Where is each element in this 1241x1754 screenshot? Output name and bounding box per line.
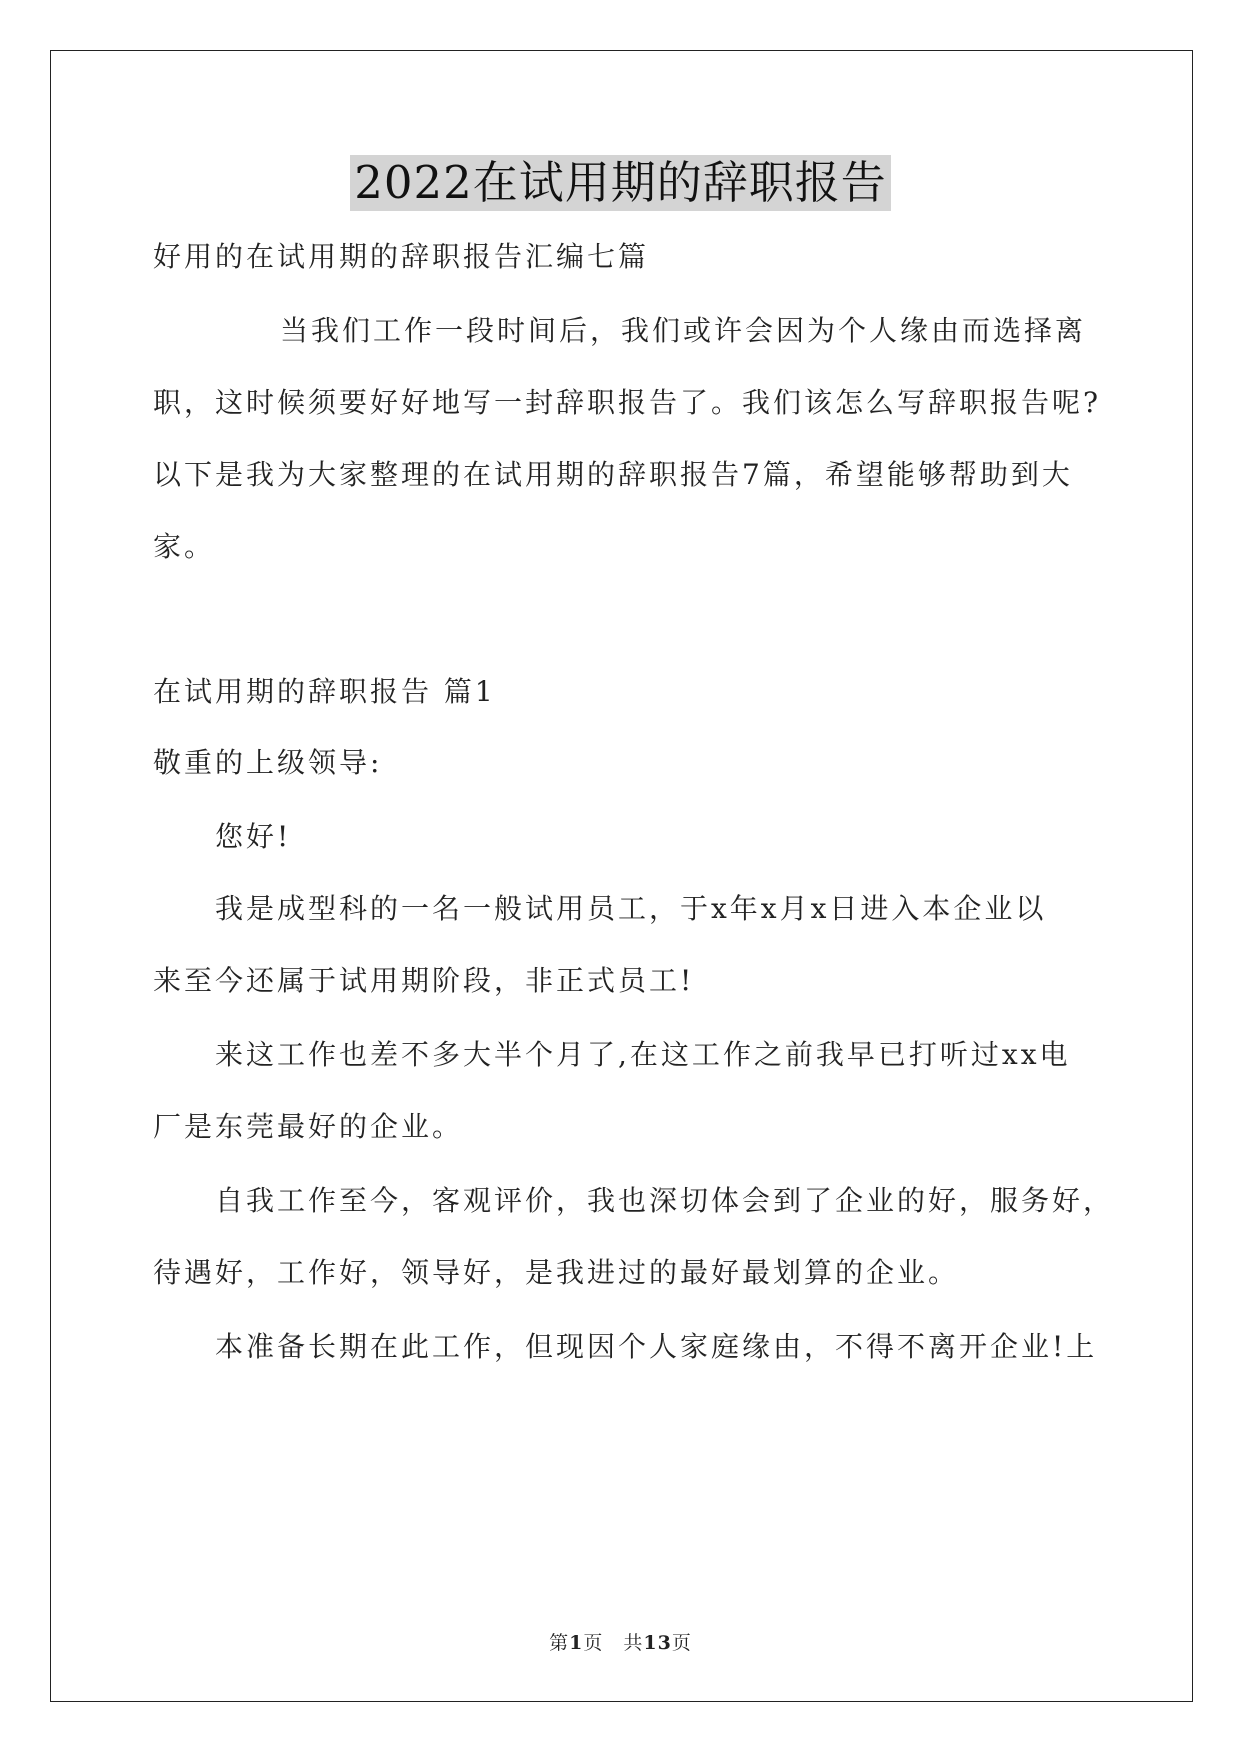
salutation: 敬重的上级领导:	[153, 746, 383, 779]
body-line: 以下是我为大家整理的在试用期的辞职报告7篇，希望能够帮助到大	[153, 458, 1073, 491]
body-line: 家。	[153, 530, 216, 563]
document-title: 2022在试用期的辞职报告	[350, 155, 891, 211]
footer-suffix: 页	[671, 1632, 692, 1654]
body-line: 厂是东莞最好的企业。	[153, 1110, 464, 1143]
page-border	[50, 50, 1193, 1702]
footer-prefix: 第	[549, 1632, 570, 1654]
subtitle-line: 好用的在试用期的辞职报告汇编七篇	[153, 240, 650, 273]
body-line: 我是成型科的一名一般试用员工，于x年x月x日进入本企业以	[215, 892, 1047, 925]
body-line: 来至今还属于试用期阶段，非正式员工!	[153, 964, 695, 997]
body-line: 来这工作也差不多大半个月了,在这工作之前我早已打听过xx电	[215, 1038, 1071, 1071]
title-container	[0, 155, 1241, 211]
body-line: 本准备长期在此工作，但现因个人家庭缘由，不得不离开企业!上	[215, 1330, 1098, 1363]
body-line: 当我们工作一段时间后，我们或许会因为个人缘由而选择离	[280, 314, 1087, 347]
greeting: 您好!	[215, 820, 292, 853]
footer-total-pages: 13	[643, 1632, 672, 1654]
body-line: 职，这时候须要好好地写一封辞职报告了。我们该怎么写辞职报告呢?	[153, 386, 1102, 419]
body-line: 自我工作至今，客观评价，我也深切体会到了企业的好，服务好，	[215, 1184, 1115, 1217]
section-heading: 在试用期的辞职报告 篇1	[153, 675, 496, 708]
footer-current-page: 1	[569, 1632, 584, 1654]
footer-mid: 页 共	[583, 1632, 644, 1654]
body-line: 待遇好，工作好，领导好，是我进过的最好最划算的企业。	[153, 1256, 960, 1289]
page-footer	[0, 1628, 1241, 1655]
